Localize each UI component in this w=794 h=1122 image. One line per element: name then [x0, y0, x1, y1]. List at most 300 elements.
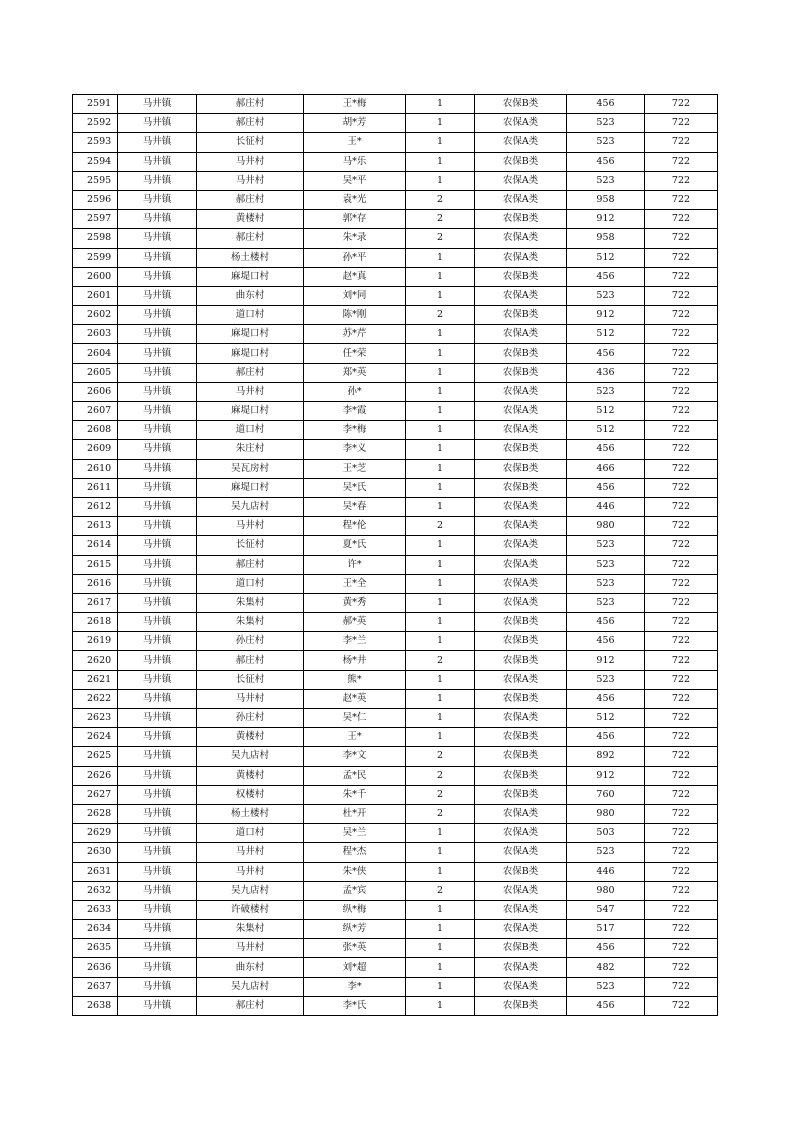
cell-town: 马井镇: [118, 517, 197, 536]
table-row: [73, 670, 718, 689]
table-row: [73, 536, 718, 555]
cell-village: 麻堤口村: [197, 325, 304, 344]
table-row: [73, 421, 718, 440]
cell-amount: 980: [567, 517, 645, 536]
cell-category: 农保A类: [475, 497, 567, 516]
cell-standard: 722: [645, 900, 718, 919]
cell-category: 农保B类: [475, 632, 567, 651]
cell-index: 2632: [73, 881, 118, 900]
cell-category: 农保A类: [475, 421, 567, 440]
cell-category: 农保A类: [475, 804, 567, 823]
cell-count: 1: [406, 689, 475, 708]
cell-amount: 456: [567, 344, 645, 363]
cell-town: 马井镇: [118, 958, 197, 977]
cell-name: 王*: [304, 133, 406, 152]
cell-village: 郝庄村: [197, 651, 304, 670]
cell-name: 李*霞: [304, 402, 406, 421]
table-row: [73, 747, 718, 766]
table-row: [73, 824, 718, 843]
cell-count: 1: [406, 536, 475, 555]
cell-index: 2629: [73, 824, 118, 843]
cell-amount: 912: [567, 651, 645, 670]
cell-name: 吴*春: [304, 497, 406, 516]
cell-index: 2598: [73, 229, 118, 248]
cell-name: 杜*开: [304, 804, 406, 823]
cell-category: 农保A类: [475, 574, 567, 593]
cell-amount: 456: [567, 728, 645, 747]
cell-standard: 722: [645, 210, 718, 229]
cell-standard: 722: [645, 574, 718, 593]
cell-count: 1: [406, 440, 475, 459]
cell-count: 2: [406, 766, 475, 785]
cell-index: 2606: [73, 382, 118, 401]
cell-index: 2597: [73, 210, 118, 229]
cell-index: 2610: [73, 459, 118, 478]
cell-town: 马井镇: [118, 210, 197, 229]
cell-index: 2635: [73, 939, 118, 958]
cell-village: 马井村: [197, 152, 304, 171]
cell-index: 2623: [73, 709, 118, 728]
cell-town: 马井镇: [118, 325, 197, 344]
cell-index: 2603: [73, 325, 118, 344]
table-row: [73, 497, 718, 516]
cell-town: 马井镇: [118, 709, 197, 728]
cell-index: 2627: [73, 785, 118, 804]
cell-count: 1: [406, 824, 475, 843]
cell-name: 王*芝: [304, 459, 406, 478]
cell-amount: 512: [567, 709, 645, 728]
cell-village: 吴九店村: [197, 977, 304, 996]
cell-standard: 722: [645, 996, 718, 1015]
cell-town: 马井镇: [118, 363, 197, 382]
cell-amount: 980: [567, 804, 645, 823]
cell-village: 道口村: [197, 824, 304, 843]
cell-category: 农保B类: [475, 210, 567, 229]
table-row: [73, 382, 718, 401]
cell-count: 1: [406, 555, 475, 574]
cell-town: 马井镇: [118, 421, 197, 440]
cell-amount: 456: [567, 632, 645, 651]
cell-category: 农保A类: [475, 536, 567, 555]
cell-standard: 722: [645, 881, 718, 900]
cell-village: 杨土楼村: [197, 248, 304, 267]
cell-amount: 523: [567, 114, 645, 133]
cell-index: 2612: [73, 497, 118, 516]
cell-amount: 892: [567, 747, 645, 766]
cell-amount: 446: [567, 497, 645, 516]
cell-town: 马井镇: [118, 939, 197, 958]
table-row: [73, 440, 718, 459]
cell-index: 2622: [73, 689, 118, 708]
cell-village: 黄楼村: [197, 728, 304, 747]
cell-standard: 722: [645, 613, 718, 632]
cell-category: 农保A类: [475, 286, 567, 305]
cell-index: 2604: [73, 344, 118, 363]
cell-category: 农保B类: [475, 939, 567, 958]
cell-count: 1: [406, 402, 475, 421]
cell-village: 黄楼村: [197, 766, 304, 785]
table-row: [73, 881, 718, 900]
cell-village: 郝庄村: [197, 363, 304, 382]
cell-count: 1: [406, 996, 475, 1015]
table-row: [73, 709, 718, 728]
cell-count: 1: [406, 344, 475, 363]
cell-amount: 523: [567, 536, 645, 555]
table-row: [73, 728, 718, 747]
cell-town: 马井镇: [118, 804, 197, 823]
cell-amount: 512: [567, 325, 645, 344]
cell-town: 马井镇: [118, 670, 197, 689]
table-row: [73, 248, 718, 267]
table-row: [73, 517, 718, 536]
cell-amount: 456: [567, 996, 645, 1015]
cell-name: 王*: [304, 728, 406, 747]
cell-category: 农保B类: [475, 478, 567, 497]
cell-category: 农保A类: [475, 709, 567, 728]
cell-standard: 722: [645, 843, 718, 862]
cell-count: 2: [406, 881, 475, 900]
table-row: [73, 689, 718, 708]
cell-name: 吴*仁: [304, 709, 406, 728]
cell-village: 长征村: [197, 670, 304, 689]
cell-amount: 456: [567, 613, 645, 632]
cell-village: 杨土楼村: [197, 804, 304, 823]
cell-index: 2620: [73, 651, 118, 670]
cell-name: 熊*: [304, 670, 406, 689]
cell-standard: 722: [645, 593, 718, 612]
cell-index: 2624: [73, 728, 118, 747]
cell-category: 农保B类: [475, 785, 567, 804]
cell-count: 1: [406, 843, 475, 862]
cell-category: 农保A类: [475, 824, 567, 843]
cell-category: 农保A类: [475, 920, 567, 939]
cell-category: 农保A类: [475, 977, 567, 996]
cell-town: 马井镇: [118, 632, 197, 651]
cell-name: 李*: [304, 977, 406, 996]
cell-category: 农保B类: [475, 862, 567, 881]
cell-village: 曲东村: [197, 286, 304, 305]
table-row: [73, 114, 718, 133]
cell-name: 刘*同: [304, 286, 406, 305]
cell-index: 2637: [73, 977, 118, 996]
cell-town: 马井镇: [118, 133, 197, 152]
table-row: [73, 900, 718, 919]
cell-amount: 512: [567, 402, 645, 421]
cell-amount: 547: [567, 900, 645, 919]
cell-category: 农保A类: [475, 593, 567, 612]
cell-name: 苏*芹: [304, 325, 406, 344]
cell-standard: 722: [645, 152, 718, 171]
cell-amount: 912: [567, 766, 645, 785]
cell-index: 2636: [73, 958, 118, 977]
cell-name: 王*梅: [304, 95, 406, 114]
cell-village: 郝庄村: [197, 996, 304, 1015]
cell-town: 马井镇: [118, 459, 197, 478]
cell-count: 1: [406, 593, 475, 612]
cell-standard: 722: [645, 133, 718, 152]
cell-standard: 722: [645, 709, 718, 728]
cell-village: 马井村: [197, 939, 304, 958]
cell-standard: 722: [645, 363, 718, 382]
cell-category: 农保A类: [475, 190, 567, 209]
cell-amount: 523: [567, 171, 645, 190]
cell-town: 马井镇: [118, 402, 197, 421]
cell-name: 刘*超: [304, 958, 406, 977]
cell-town: 马井镇: [118, 766, 197, 785]
cell-town: 马井镇: [118, 785, 197, 804]
cell-town: 马井镇: [118, 747, 197, 766]
cell-amount: 466: [567, 459, 645, 478]
table-row: [73, 766, 718, 785]
cell-category: 农保A类: [475, 881, 567, 900]
cell-village: 马井村: [197, 517, 304, 536]
cell-amount: 456: [567, 267, 645, 286]
cell-count: 1: [406, 286, 475, 305]
cell-name: 郝*英: [304, 613, 406, 632]
cell-category: 农保B类: [475, 363, 567, 382]
cell-village: 道口村: [197, 574, 304, 593]
cell-village: 朱集村: [197, 593, 304, 612]
cell-index: 2601: [73, 286, 118, 305]
cell-index: 2613: [73, 517, 118, 536]
cell-town: 马井镇: [118, 843, 197, 862]
cell-town: 马井镇: [118, 651, 197, 670]
table-row: [73, 632, 718, 651]
cell-category: 农保A类: [475, 517, 567, 536]
cell-name: 朱*录: [304, 229, 406, 248]
cell-standard: 722: [645, 651, 718, 670]
cell-standard: 722: [645, 536, 718, 555]
cell-town: 马井镇: [118, 613, 197, 632]
cell-name: 李*义: [304, 440, 406, 459]
cell-category: 农保A类: [475, 114, 567, 133]
cell-amount: 456: [567, 689, 645, 708]
cell-category: 农保A类: [475, 402, 567, 421]
cell-village: 权楼村: [197, 785, 304, 804]
cell-category: 农保B类: [475, 344, 567, 363]
table-row: [73, 785, 718, 804]
cell-category: 农保B类: [475, 152, 567, 171]
cell-town: 马井镇: [118, 689, 197, 708]
cell-amount: 980: [567, 881, 645, 900]
cell-category: 农保A类: [475, 670, 567, 689]
cell-amount: 912: [567, 210, 645, 229]
table-row: [73, 574, 718, 593]
cell-index: 2596: [73, 190, 118, 209]
cell-amount: 523: [567, 843, 645, 862]
cell-index: 2631: [73, 862, 118, 881]
cell-category: 农保B类: [475, 728, 567, 747]
cell-village: 道口村: [197, 421, 304, 440]
table-row: [73, 171, 718, 190]
cell-count: 1: [406, 248, 475, 267]
cell-town: 马井镇: [118, 344, 197, 363]
cell-standard: 722: [645, 171, 718, 190]
cell-standard: 722: [645, 670, 718, 689]
cell-standard: 722: [645, 766, 718, 785]
cell-category: 农保B类: [475, 95, 567, 114]
table-row: [73, 267, 718, 286]
cell-village: 郝庄村: [197, 190, 304, 209]
cell-name: 张*英: [304, 939, 406, 958]
cell-town: 马井镇: [118, 382, 197, 401]
cell-standard: 722: [645, 421, 718, 440]
cell-name: 李*文: [304, 747, 406, 766]
cell-count: 2: [406, 747, 475, 766]
table-row: [73, 402, 718, 421]
cell-standard: 722: [645, 248, 718, 267]
cell-amount: 512: [567, 248, 645, 267]
cell-village: 长征村: [197, 536, 304, 555]
cell-amount: 523: [567, 555, 645, 574]
cell-count: 1: [406, 574, 475, 593]
cell-name: 袁*光: [304, 190, 406, 209]
cell-standard: 722: [645, 920, 718, 939]
cell-name: 程*杰: [304, 843, 406, 862]
table-row: [73, 939, 718, 958]
cell-village: 长征村: [197, 133, 304, 152]
cell-standard: 722: [645, 497, 718, 516]
cell-village: 麻堤口村: [197, 402, 304, 421]
cell-village: 孙庄村: [197, 632, 304, 651]
cell-count: 1: [406, 363, 475, 382]
cell-category: 农保A类: [475, 133, 567, 152]
cell-town: 马井镇: [118, 574, 197, 593]
table-row: [73, 613, 718, 632]
cell-count: 1: [406, 325, 475, 344]
cell-count: 1: [406, 114, 475, 133]
cell-amount: 517: [567, 920, 645, 939]
cell-standard: 722: [645, 286, 718, 305]
subsidy-table: [72, 94, 718, 1016]
table-row: [73, 133, 718, 152]
cell-village: 朱庄村: [197, 440, 304, 459]
cell-amount: 523: [567, 593, 645, 612]
cell-count: 1: [406, 459, 475, 478]
cell-index: 2616: [73, 574, 118, 593]
cell-village: 麻堤口村: [197, 344, 304, 363]
cell-category: 农保B类: [475, 766, 567, 785]
cell-index: 2605: [73, 363, 118, 382]
cell-count: 1: [406, 613, 475, 632]
cell-count: 1: [406, 920, 475, 939]
cell-count: 1: [406, 478, 475, 497]
cell-name: 马*乐: [304, 152, 406, 171]
cell-category: 农保A类: [475, 900, 567, 919]
cell-standard: 722: [645, 728, 718, 747]
cell-town: 马井镇: [118, 114, 197, 133]
cell-amount: 456: [567, 478, 645, 497]
cell-category: 农保B类: [475, 440, 567, 459]
cell-town: 马井镇: [118, 555, 197, 574]
cell-count: 1: [406, 900, 475, 919]
cell-count: 1: [406, 382, 475, 401]
table-row: [73, 286, 718, 305]
cell-count: 1: [406, 977, 475, 996]
cell-name: 赵*真: [304, 267, 406, 286]
cell-village: 郝庄村: [197, 229, 304, 248]
cell-count: 1: [406, 939, 475, 958]
cell-standard: 722: [645, 804, 718, 823]
cell-amount: 523: [567, 574, 645, 593]
cell-village: 朱集村: [197, 920, 304, 939]
cell-village: 孙庄村: [197, 709, 304, 728]
cell-name: 陈*刚: [304, 306, 406, 325]
cell-amount: 456: [567, 95, 645, 114]
cell-index: 2617: [73, 593, 118, 612]
cell-category: 农保A类: [475, 325, 567, 344]
cell-count: 2: [406, 804, 475, 823]
cell-name: 孙*: [304, 382, 406, 401]
cell-standard: 722: [645, 689, 718, 708]
cell-village: 马井村: [197, 171, 304, 190]
cell-village: 郝庄村: [197, 114, 304, 133]
cell-village: 吴瓦房村: [197, 459, 304, 478]
table-row: [73, 363, 718, 382]
cell-count: 1: [406, 152, 475, 171]
cell-village: 许破楼村: [197, 900, 304, 919]
cell-index: 2591: [73, 95, 118, 114]
cell-town: 马井镇: [118, 152, 197, 171]
table-row: [73, 958, 718, 977]
cell-town: 马井镇: [118, 900, 197, 919]
cell-index: 2614: [73, 536, 118, 555]
cell-name: 郭*存: [304, 210, 406, 229]
cell-standard: 722: [645, 267, 718, 286]
table-row: [73, 210, 718, 229]
cell-town: 马井镇: [118, 824, 197, 843]
table-row: [73, 920, 718, 939]
cell-name: 任*荣: [304, 344, 406, 363]
cell-town: 马井镇: [118, 286, 197, 305]
cell-village: 吴九店村: [197, 747, 304, 766]
table-row: [73, 651, 718, 670]
cell-name: 黄*秀: [304, 593, 406, 612]
cell-village: 道口村: [197, 306, 304, 325]
cell-standard: 722: [645, 478, 718, 497]
cell-category: 农保B类: [475, 747, 567, 766]
table-row: [73, 862, 718, 881]
cell-town: 马井镇: [118, 593, 197, 612]
cell-category: 农保A类: [475, 843, 567, 862]
cell-amount: 436: [567, 363, 645, 382]
cell-town: 马井镇: [118, 497, 197, 516]
cell-standard: 722: [645, 190, 718, 209]
cell-standard: 722: [645, 229, 718, 248]
cell-category: 农保B类: [475, 306, 567, 325]
cell-name: 程*伦: [304, 517, 406, 536]
cell-town: 马井镇: [118, 171, 197, 190]
cell-index: 2608: [73, 421, 118, 440]
cell-index: 2602: [73, 306, 118, 325]
cell-count: 2: [406, 651, 475, 670]
cell-index: 2594: [73, 152, 118, 171]
table-body: [73, 95, 718, 1016]
cell-amount: 523: [567, 286, 645, 305]
cell-category: 农保B类: [475, 689, 567, 708]
cell-index: 2607: [73, 402, 118, 421]
cell-name: 孙*平: [304, 248, 406, 267]
cell-count: 2: [406, 517, 475, 536]
cell-village: 黄楼村: [197, 210, 304, 229]
cell-town: 马井镇: [118, 306, 197, 325]
cell-category: 农保A类: [475, 382, 567, 401]
cell-index: 2593: [73, 133, 118, 152]
table-row: [73, 344, 718, 363]
cell-village: 马井村: [197, 689, 304, 708]
cell-count: 2: [406, 306, 475, 325]
cell-name: 朱*千: [304, 785, 406, 804]
